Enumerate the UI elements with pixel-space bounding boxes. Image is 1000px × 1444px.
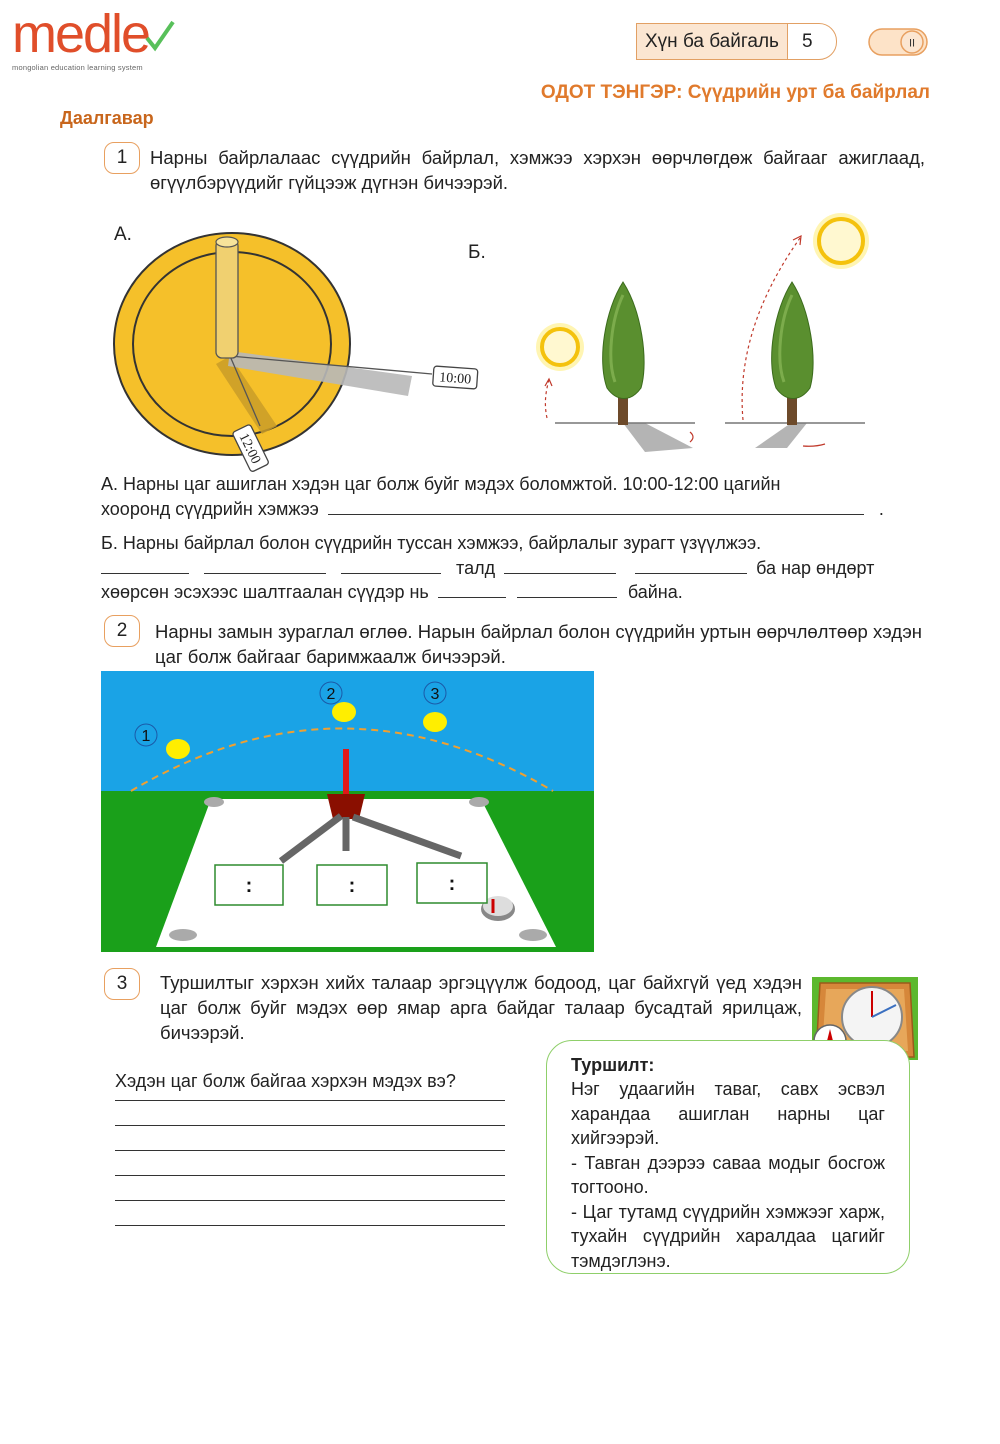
svg-text:3: 3: [430, 686, 440, 703]
logo-check-icon: [147, 22, 173, 48]
answer-blank-b7[interactable]: [517, 580, 617, 598]
svg-text:1: 1: [141, 728, 151, 745]
answer-line-5[interactable]: [115, 1200, 505, 1201]
answer-blank-a[interactable]: [328, 497, 864, 515]
answer-blank-b4[interactable]: [504, 556, 616, 574]
task1-number-badge: 1: [104, 142, 140, 174]
logo-subtitle: mongolian education learning system: [12, 63, 143, 72]
experiment-title: Туршилт:: [571, 1055, 655, 1075]
experiment-line-1: Нэг удаагийн таваг, савх эсвэл харандаа ашиглан нарны цаг хийгээрэй.: [571, 1079, 885, 1148]
task2-number-badge: 2: [104, 615, 140, 647]
task1-text: Нарны байрлалаас сүүдрийн байрлал, хэмжээ хэрхэн өөрчлөгдөж байгааг ажиглаад, өгүүлбэрүүдийг гүйцээж дүгнэн бичээрэй.: [150, 147, 925, 193]
answer-line-3[interactable]: [115, 1150, 505, 1151]
sun-position-1: [166, 739, 190, 759]
task3-text: Туршилтыг хэрхэн хийх талаар эргэцүүлж бодоод, цаг байхгүй үед хэдэн цаг болж буйг мэдэх өөр ямар арга байдаг талаар бусадтай ярилцаж, бичээрэй.: [160, 972, 802, 1043]
grade-number: 5: [801, 30, 813, 52]
answer-line-4[interactable]: [115, 1175, 505, 1176]
task1-a-line2: хооронд сүүдрийн хэмжээ .: [101, 499, 884, 519]
task1-b-line3: хөөрсөн эсэхээс шалтгаалан сүүдэр нь байна.: [101, 582, 683, 602]
task3-question: Хэдэн цаг болж байгаа хэрхэн мэдэх вэ?: [115, 1071, 456, 1091]
answer-blank-b6[interactable]: [438, 580, 506, 598]
answer-blank-b5[interactable]: [635, 556, 747, 574]
svg-text::: :: [348, 875, 356, 897]
svg-text:2: 2: [326, 686, 336, 703]
logo-text: medle: [12, 4, 150, 64]
time-tag-1000: [433, 366, 478, 389]
svg-text:12:00: 12:00: [235, 431, 264, 467]
sun-path-illustration: [101, 671, 594, 952]
experiment-box: [546, 1040, 910, 1274]
lesson-title: ОДОТ ТЭНГЭР: Сүүдрийн урт ба байрлал: [540, 82, 930, 103]
answer-line-2[interactable]: [115, 1125, 505, 1126]
svg-text::: :: [245, 875, 253, 897]
svg-text:10:00: 10:00: [438, 370, 472, 388]
answer-line-1[interactable]: [115, 1100, 505, 1101]
sundial-illustration: [112, 226, 482, 472]
low-sun-icon: [542, 329, 578, 365]
answer-blank-b2[interactable]: [204, 556, 326, 574]
red-stick: [343, 749, 349, 801]
svg-text::: :: [448, 873, 456, 895]
task1-b-line1: Б. Нарны байрлал болон сүүдрийн туссан хэмжээ, байрлалыг зурагт үзүүлжээ.: [101, 533, 762, 553]
stick-holder: [327, 794, 365, 819]
task2-text: Нарны замын зураглал өглөө. Нарын байрлал болон сүүдрийн уртын өөрчлөлтөөр хэдэн цаг болж байгааг баримжаалж бичээрэй.: [155, 621, 922, 667]
diagram-b-label: Б.: [468, 242, 486, 263]
section-title: Даалгавар: [60, 108, 154, 128]
subject-label: Хүн ба байгаль: [637, 24, 788, 59]
task1-b-line2: талд ба нар өндөрт: [101, 556, 874, 580]
medle-logo: [12, 6, 187, 66]
pause-toggle[interactable]: [868, 27, 930, 57]
high-sun-icon: [819, 219, 863, 263]
sun-position-3: [423, 712, 447, 732]
task1-a-line1: А. Нарны цаг ашиглан хэдэн цаг болж буйг мэдэх боломжтой. 10:00-12:00 цагийн: [101, 474, 781, 494]
pause-icon: II: [908, 37, 916, 50]
trees-illustration: [525, 210, 895, 466]
answer-blank-b3[interactable]: [341, 556, 441, 574]
diagram-a-label: А.: [114, 224, 132, 245]
experiment-line-2: - Тавган дээрээ саваа модыг босгож тогтооно.: [571, 1152, 885, 1197]
answer-blank-b1[interactable]: [101, 556, 189, 574]
sun-position-2: [332, 702, 356, 722]
answer-line-6[interactable]: [115, 1225, 505, 1226]
experiment-line-3: - Цаг тутамд сүүдрийн хэмжээг харж, тухайн сүүдрийн хаpалдаа цагийг тэмдэглэнэ.: [571, 1201, 885, 1271]
subject-grade-selector[interactable]: [636, 23, 837, 60]
task3-number-badge: 3: [104, 968, 140, 1000]
